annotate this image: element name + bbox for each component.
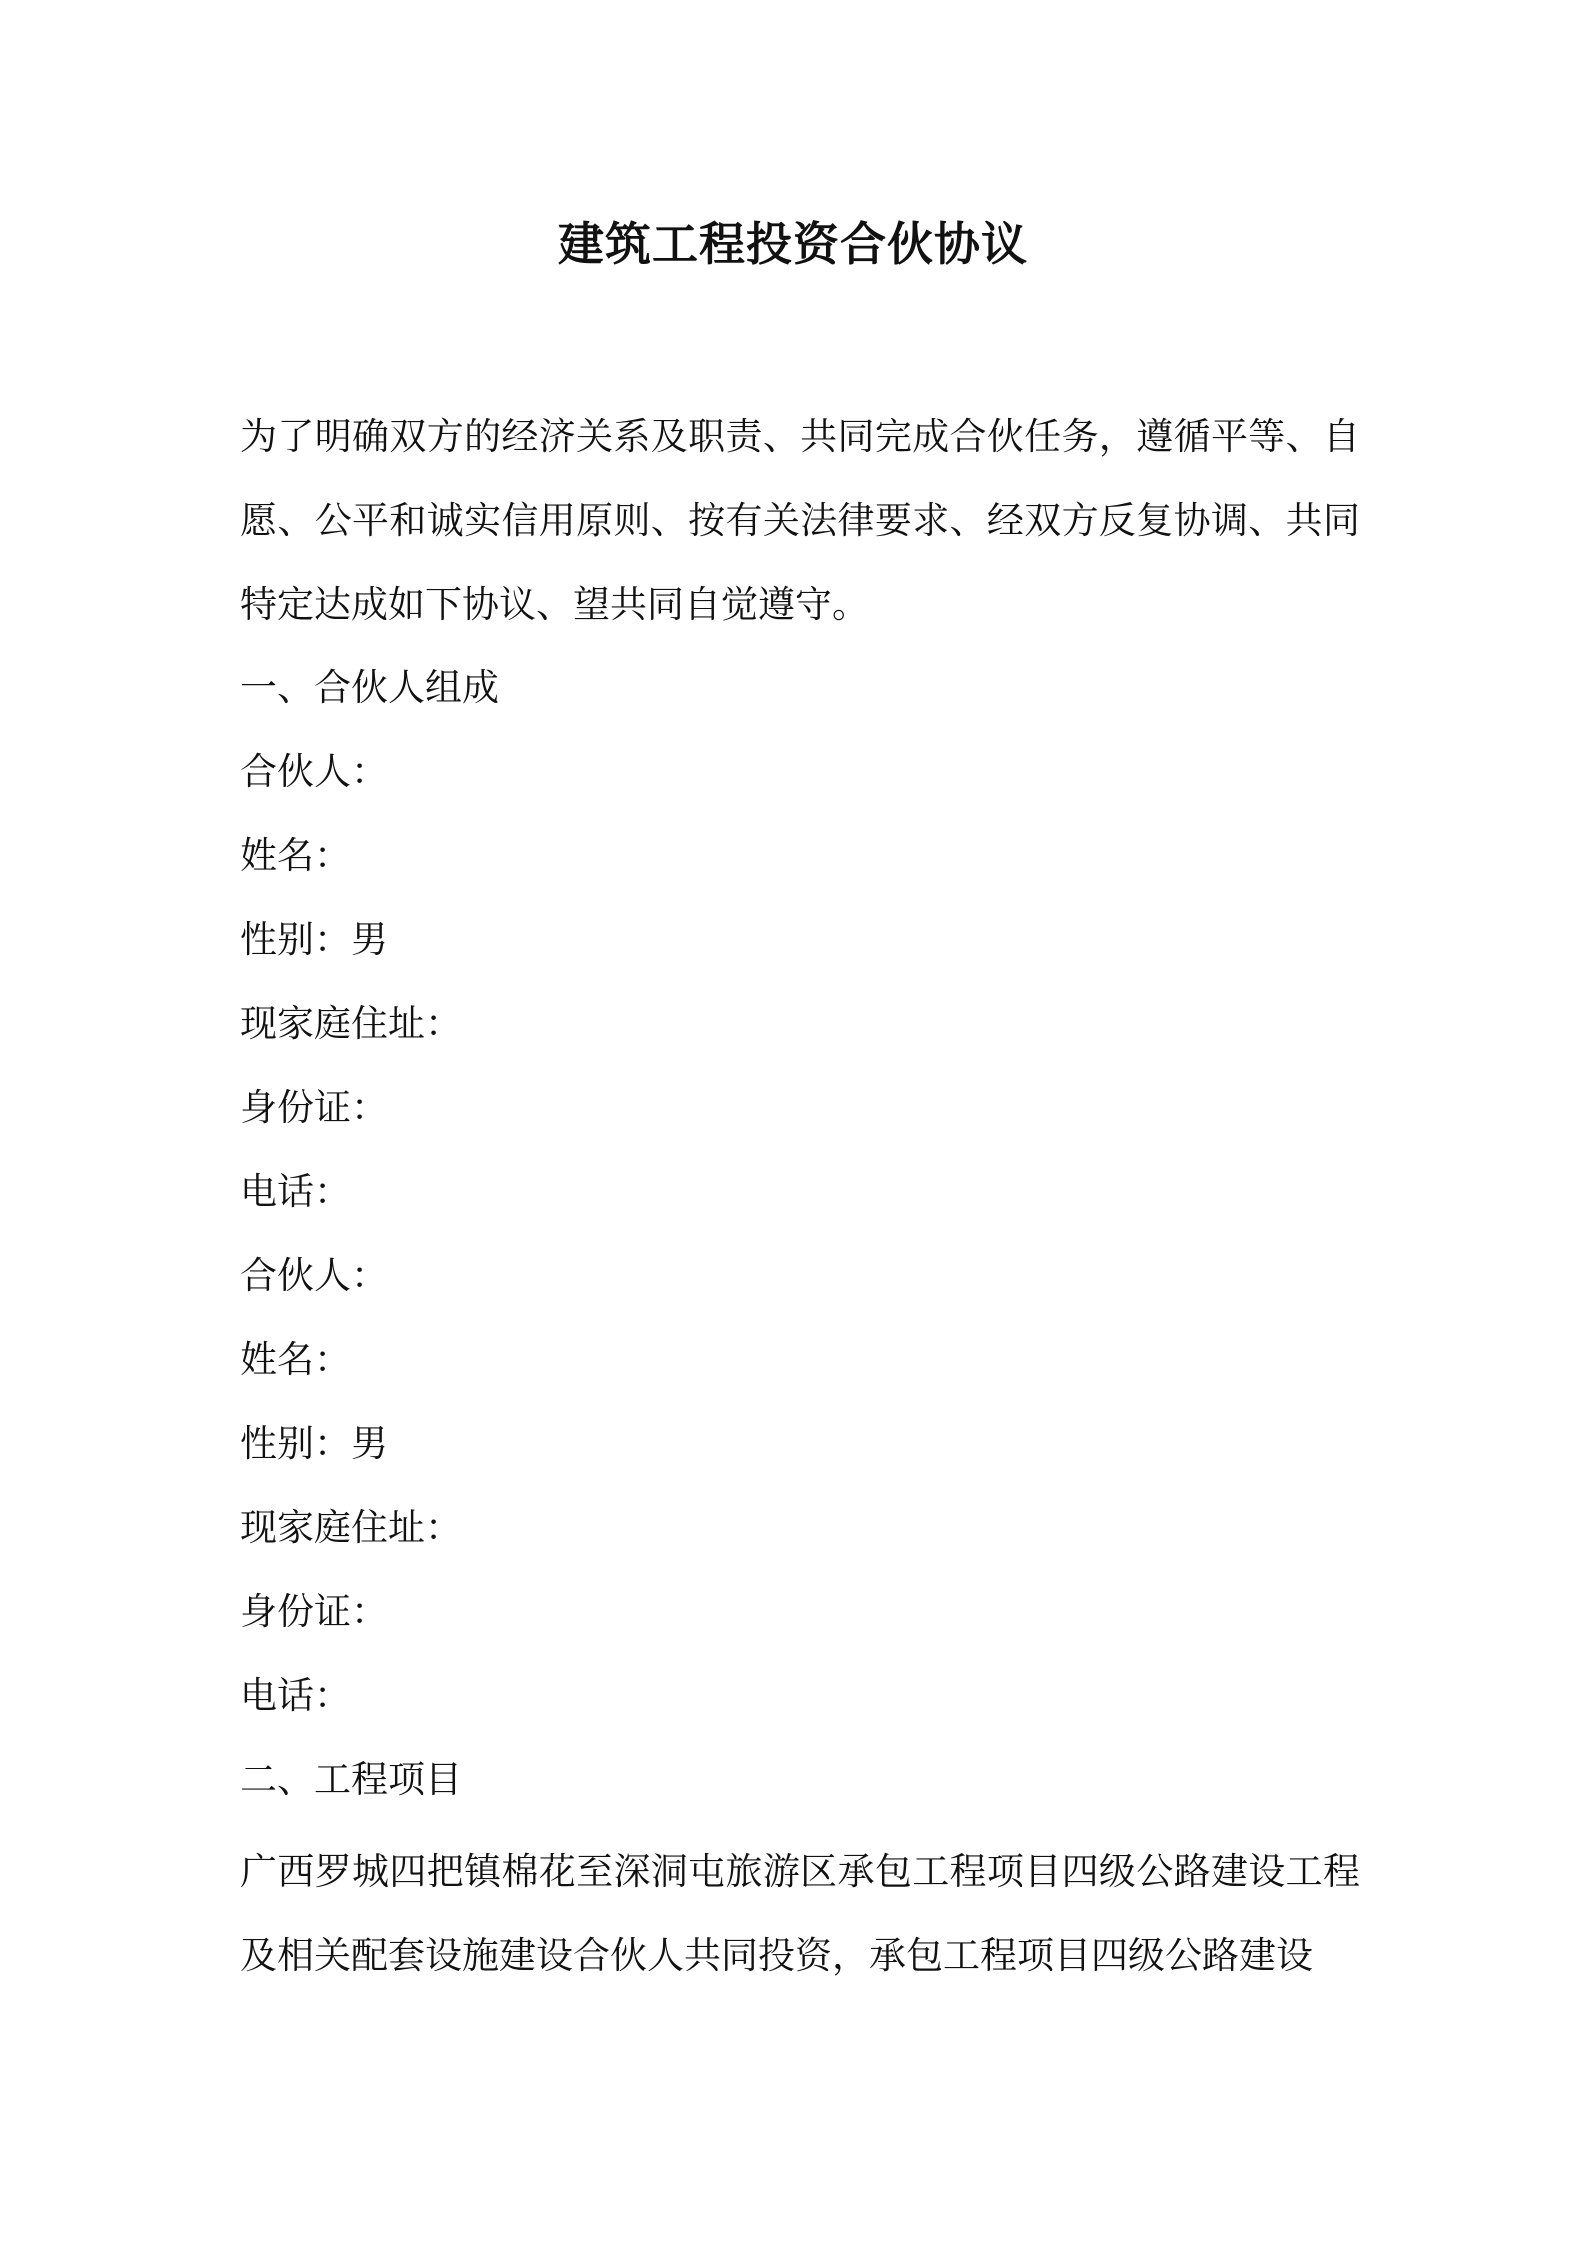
partner2-gender-field: 性别：男 <box>240 1422 388 1465</box>
partner1-name-field: 姓名： <box>240 834 351 877</box>
intro-paragraph: 为了明确双方的经济关系及职责、共同完成合伙任务，遵循平等、自愿、公平和诚实信用原则、按有关法律要求、经双方反复协调、共同特定达成如下协议、望共同自觉遵守。 <box>240 415 1360 626</box>
partner1-label: 合伙人： <box>240 750 388 793</box>
partner1-phone-field: 电话： <box>240 1170 351 1213</box>
partner2-name-field: 姓名： <box>240 1338 351 1381</box>
partner1-address-field: 现家庭住址： <box>240 1002 462 1045</box>
section-heading-project: 二、工程项目 <box>240 1758 462 1801</box>
project-paragraph: 广西罗城四把镇棉花至深洞屯旅游区承包工程项目四级公路建设工程及相关配套设施建设合伙人共同投资，承包工程项目四级公路建设 <box>240 1850 1360 1977</box>
section-heading-partners: 一、合伙人组成 <box>240 666 499 709</box>
partner2-label: 合伙人： <box>240 1254 388 1297</box>
partner2-phone-field: 电话： <box>240 1674 351 1717</box>
partner2-id-field: 身份证： <box>240 1590 388 1633</box>
partner1-id-field: 身份证： <box>240 1086 388 1129</box>
document-title: 建筑工程投资合伙协议 <box>558 217 1028 271</box>
partner1-gender-field: 性别：男 <box>240 918 388 961</box>
partner2-address-field: 现家庭住址： <box>240 1506 462 1549</box>
